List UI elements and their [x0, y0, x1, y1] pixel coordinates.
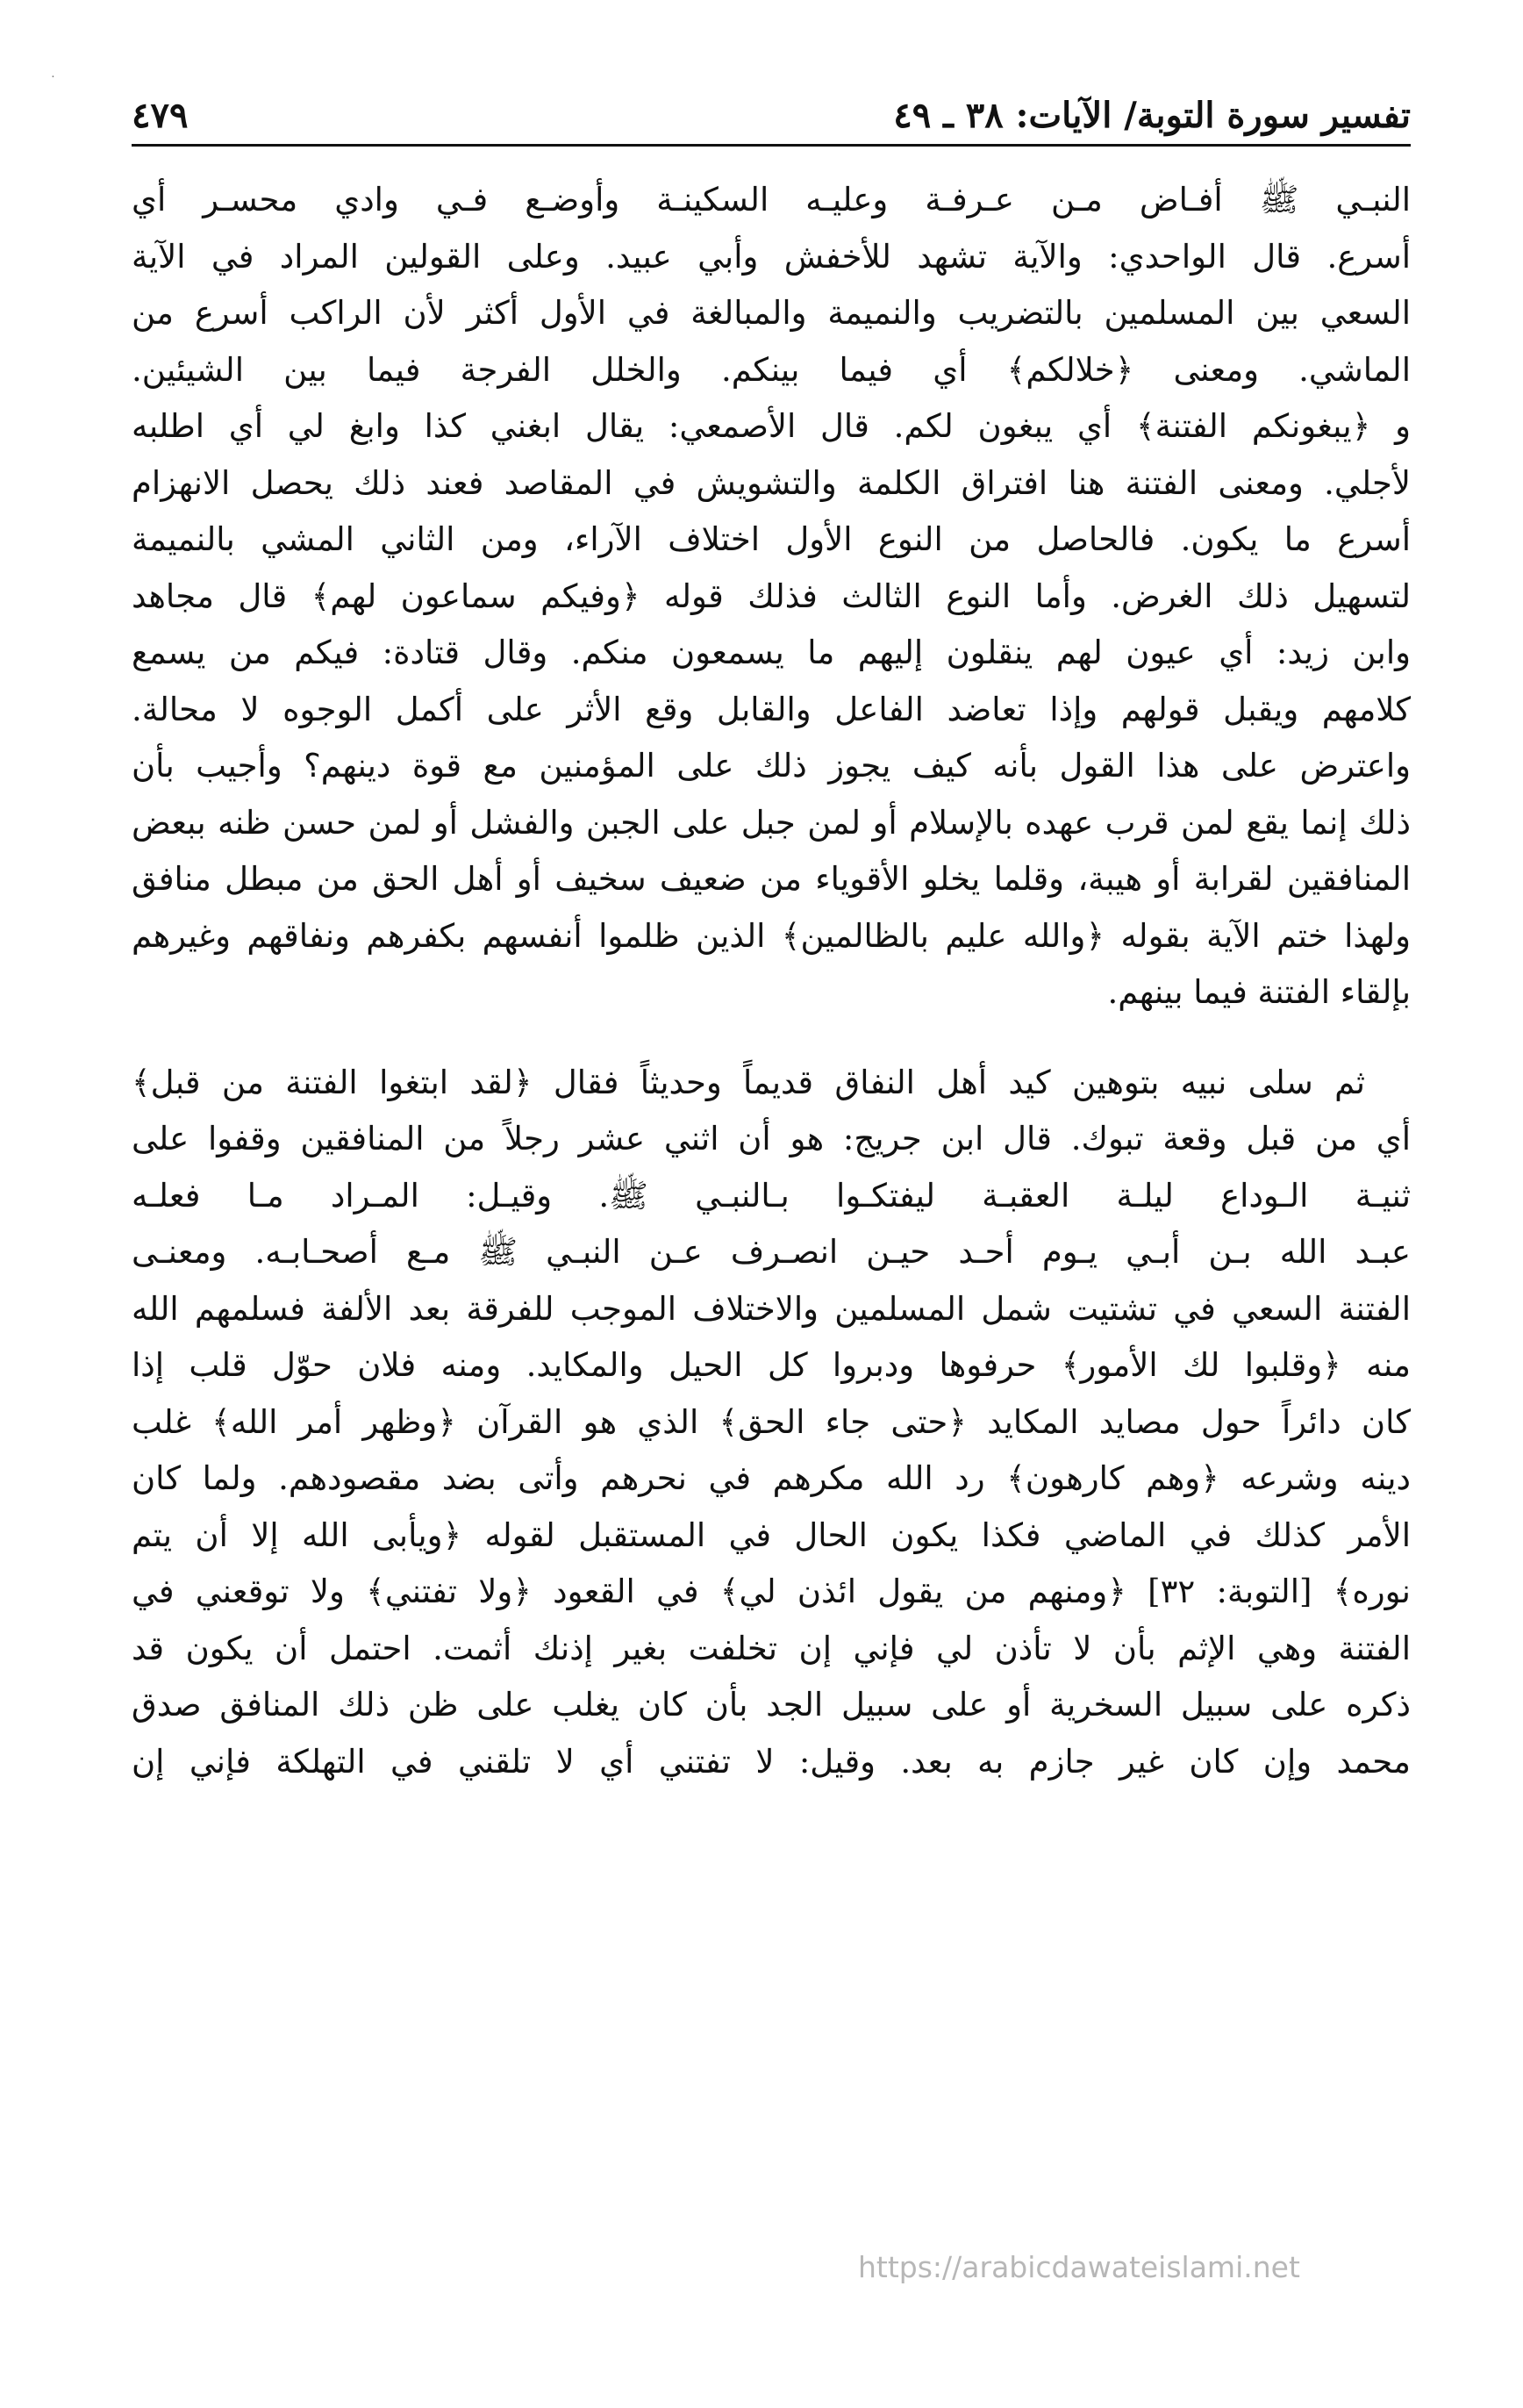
text-line: دينه وشرعه ﴿وهم كارهون﴾ رد الله مكرهم في نحرهم وأتى بضد مقصودهم. ولما كان [132, 1459, 1411, 1497]
text-line: ولهذا ختم الآية بقوله ﴿والله عليم بالظالمين﴾ الذين ظلموا أنفسهم بكفرهم ونفاقهم وغيرهم [132, 916, 1411, 955]
text-line: نوره﴾ [التوبة: ٣٢] ﴿ومنهم من يقول ائذن لي﴾ في القعود ﴿ولا تفتني﴾ ولا توقعني في [132, 1573, 1411, 1610]
header-title: تفسير سورة التوبة/ الآيات: ٣٨ ـ ٤٩ [893, 95, 1411, 136]
text-line: الفتنة وهي الإثم بأن لا تأذن لي فإني إن تخلفت بغير إذنك أثمت. احتمل أن يكون قد [132, 1629, 1411, 1667]
text-line: أي من قبل وقعة تبوك. قال ابن جريج: هو أن اثني عشر رجلاً من المنافقين وقفوا على [132, 1120, 1411, 1157]
text-line: الأمر كذلك في الماضي فكذا يكون الحال في المستقبل لقوله ﴿ويأبى الله إلا أن يتم [132, 1516, 1411, 1554]
watermark-url: https://arabicdawateislami.net [858, 2250, 1300, 2284]
text-line: لأجلي. ومعنى الفتنة هنا افتراق الكلمة والتشويش في المقاصد فعند ذلك يحصل الانهزام [132, 463, 1411, 502]
text-line: أسرع. قال الواحدي: والآية تشهد للأخفش وأبي عبيد. وعلى القولين المراد في الآية [132, 237, 1411, 276]
body-text [132, 172, 1411, 1790]
paragraph-gap [132, 1021, 1411, 1055]
text-line: ذلك إنما يقع لمن قرب عهده بالإسلام أو لمن جبل على الجبن والفشل أو لمن حسن ظنه ببعض [132, 803, 1411, 842]
text-line: لتسهيل ذلك الغرض. وأما النوع الثالث فذلك قوله ﴿وفيكم سماعون لهم﴾ قال مجاهد [132, 577, 1411, 615]
text-line: بإلقاء الفتنة فيما بينهم. [1107, 973, 1411, 1011]
text-line: كان دائراً حول مصايد المكايد ﴿حتى جاء الحق﴾ الذي هو القرآن ﴿وظهر أمر الله﴾ غلب [132, 1402, 1411, 1441]
paragraph-2 [132, 1055, 1411, 1791]
text-line: ثم سلى نبيه بتوهين كيد أهل النفاق قديماً وحديثاً فقال ﴿لقد ابتغوا الفتنة من قبل﴾ [132, 1063, 1365, 1101]
running-header [132, 81, 1411, 147]
text-line: ثنيـة الـوداع ليلـة العقبـة ليفتكـوا بـالنبـي ﷺ. وقيـل: المـراد مـا فعلـه [132, 1176, 1411, 1215]
paragraph-1 [132, 172, 1411, 1021]
text-line: منه ﴿وقلبوا لك الأمور﴾ حرفوها ودبروا كل الحيل والمكايد. ومنه فلان حوّل قلب إذا [132, 1346, 1411, 1384]
page-number: ٤٧٩ [132, 95, 189, 136]
text-line: و ﴿يبغونكم الفتنة﴾ أي يبغون لكم. قال الأصمعي: يقال ابغني كذا وابغ لي أي اطلبه [132, 407, 1411, 445]
text-line: النبـي ﷺ أفـاض مـن عـرفـة وعليـه السكينـة وأوضـع فـي وادي محسـر أي [132, 181, 1411, 219]
text-line: الفتنة السعي في تشتيت شمل المسلمين والاختلاف الموجب للفرقة بعد الألفة فسلمهم الله [132, 1289, 1411, 1328]
text-line: كلامهم ويقبل قولهم وإذا تعاضد الفاعل والقابل وقع الأثر على أكمل الوجوه لا محالة. [132, 690, 1411, 728]
text-line: عبـد الله بـن أبـي يـوم أحـد حيـن انصـرف عـن النبـي ﷺ مـع أصحـابـه. ومعنـى [132, 1233, 1411, 1271]
text-line: أسرع ما يكون. فالحاصل من النوع الأول اختلاف الآراء، ومن الثاني المشي بالنميمة [132, 520, 1411, 558]
text-line: المنافقين لقرابة أو هيبة، وقلما يخلو الأقوياء من ضعيف سخيف أو أهل الحق من مبطل منافق [132, 860, 1411, 898]
text-line: ذكره على سبيل السخرية أو على سبيل الجد بأن كان يغلب على ظن ذلك المنافق صدق [132, 1686, 1411, 1724]
text-line: الماشي. ومعنى ﴿خلالكم﴾ أي فيما بينكم. والخلل الفرجة فيما بين الشيئين. [132, 350, 1411, 389]
text-line: محمد وإن كان غير جازم به بعد. وقيل: لا تفتني أي لا تلقني في التهلكة فإني إن [132, 1742, 1411, 1781]
text-line: واعترض على هذا القول بأنه كيف يجوز ذلك على المؤمنين مع قوة دينهم؟ وأجيب بأن [132, 747, 1411, 785]
scan-mark: ⋅ [51, 70, 55, 84]
text-line: وابن زيد: أي عيون لهم ينقلون إليهم ما يسمعون منكم. وقال قتادة: فيكم من يسمع [132, 634, 1411, 671]
text-line: السعي بين المسلمين بالتضريب والنميمة والمبالغة في الأول أكثر لأن الراكب أسرع من [132, 294, 1411, 332]
